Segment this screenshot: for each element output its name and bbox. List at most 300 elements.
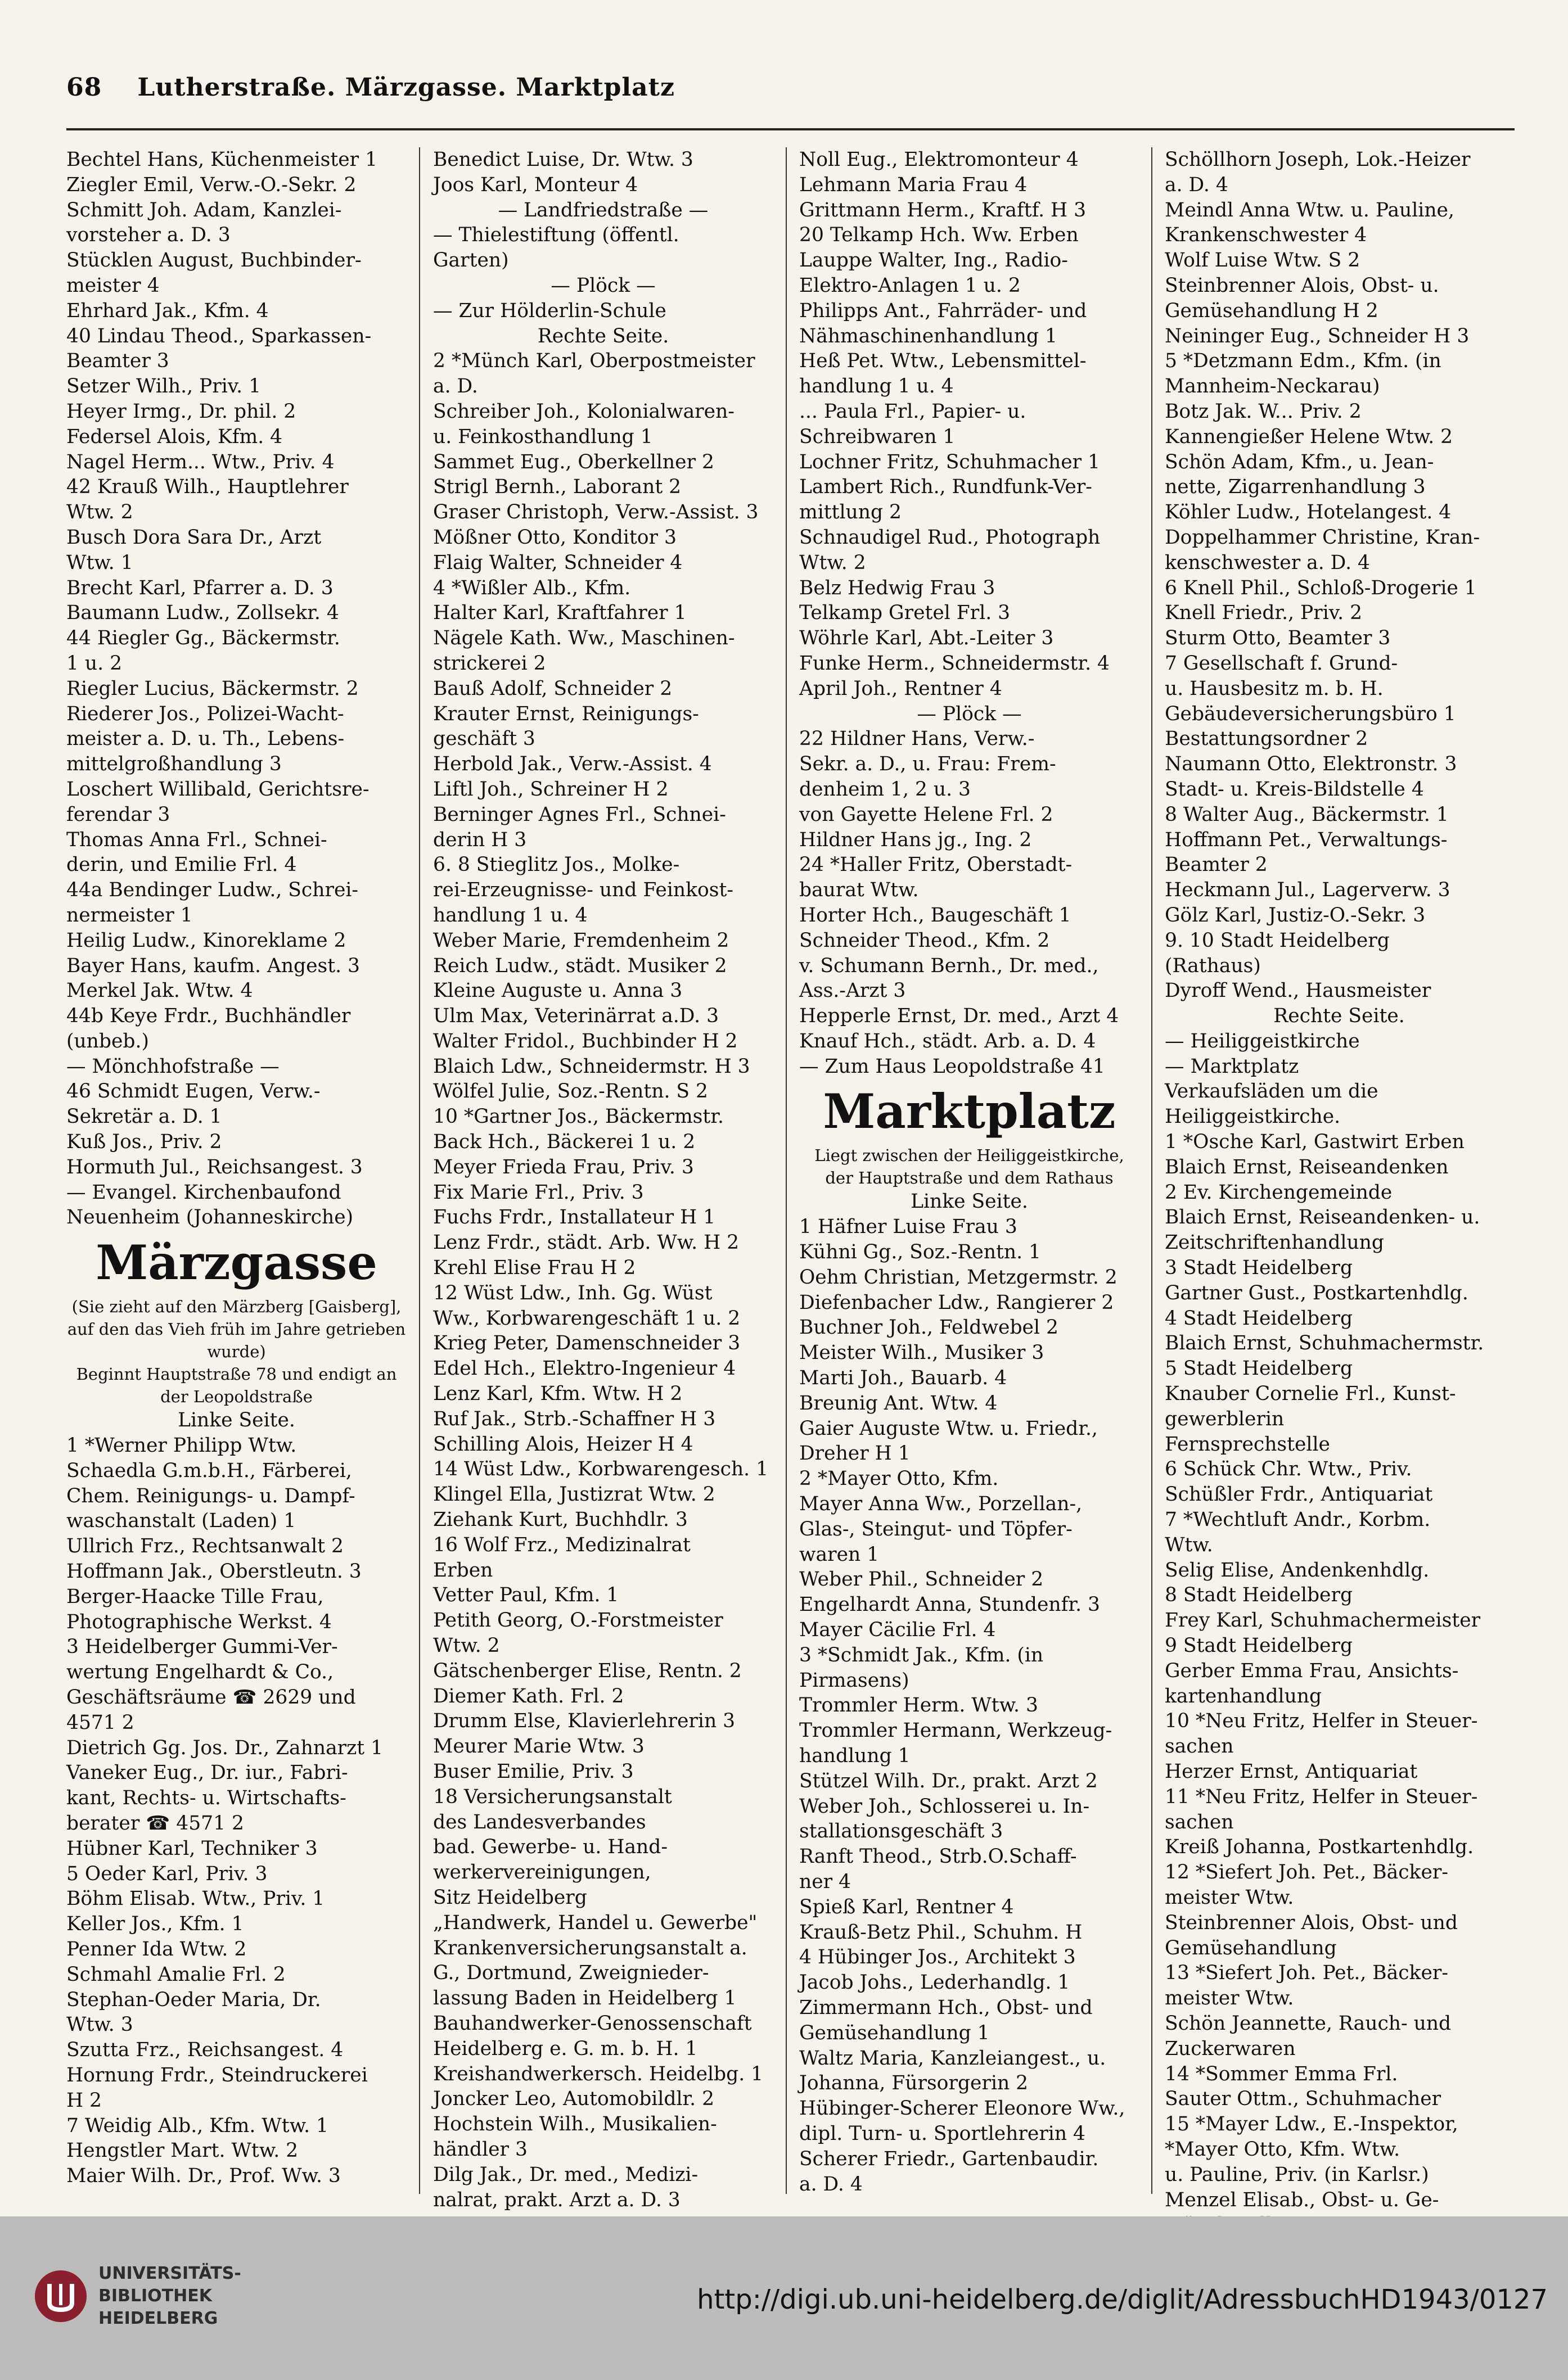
entry-line: — Zur Hölderlin-Schule: [433, 299, 666, 322]
page-header: [66, 73, 1517, 118]
entry-line: meister Wtw.: [1165, 1987, 1294, 2010]
entry-line: G., Dortmund, Zweignieder-: [433, 1962, 709, 1985]
entry-line: Graser Christoph, Verw.-Assist. 3: [433, 501, 759, 524]
entry-line: 24 *Haller Fritz, Oberstadt-: [799, 853, 1073, 877]
entry-line: Drumm Else, Klavierlehrerin 3: [433, 1710, 736, 1733]
entry-line: Hübner Karl, Techniker 3: [66, 1837, 318, 1860]
entry-line: Dyroff Wend., Hausmeister: [1165, 979, 1431, 1002]
section-subheading: Linke Seite.: [178, 1409, 295, 1432]
entry-line: Wtw. 2: [66, 501, 133, 524]
entry-line: 4571 2: [66, 1711, 134, 1734]
entry-line: werkervereinigungen,: [433, 1861, 651, 1884]
entry-line: 7 Weidig Alb., Kfm. Wtw. 1: [66, 2114, 328, 2137]
entry-line: Blaich Ernst, Reiseandenken: [1165, 1155, 1449, 1178]
entry-line: April Joh., Rentner 4: [799, 677, 1002, 700]
library-name: [98, 2262, 241, 2330]
entry-line: 6 Knell Phil., Schloß-Drogerie 1: [1165, 576, 1477, 599]
entry-line: Berger-Haacke Tille Frau,: [66, 1585, 324, 1608]
entry-line: Wtw.: [1165, 1533, 1213, 1556]
entry-line: Kreishandwerkersch. Heidelbg. 1: [433, 2062, 764, 2085]
entry-line: Botz Jak. W... Priv. 2: [1165, 400, 1362, 423]
entry-line: ... Paula Frl., Papier- u.: [799, 400, 1026, 423]
section-subheading: — Plöck —: [551, 274, 656, 297]
entry-line: Joos Karl, Monteur 4: [433, 173, 638, 196]
entry-line: mittelgroßhandlung 3: [66, 753, 282, 776]
entry-line: Ulm Max, Veterinärrat a.D. 3: [433, 1005, 719, 1028]
entry-line: Herzer Ernst, Antiquariat: [1165, 1760, 1418, 1783]
entry-line: 4 Hübinger Jos., Architekt 3: [799, 1946, 1076, 1969]
entry-line: Stadt- u. Kreis-Bildstelle 4: [1165, 778, 1424, 801]
entry-line: 5 Stadt Heidelberg: [1165, 1357, 1353, 1380]
entry-line: Knauf Hch., städt. Arb. a. D. 4: [799, 1029, 1096, 1053]
entry-line: Krieg Peter, Damenschneider 3: [433, 1332, 741, 1355]
entry-line: stallationsgeschäft 3: [799, 1820, 1003, 1843]
entry-line: Meyer Frieda Frau, Priv. 3: [433, 1155, 694, 1178]
entry-line: Hoffmann Pet., Verwaltungs-: [1165, 828, 1448, 851]
entry-line: Krehl Elise Frau H 2: [433, 1257, 636, 1280]
entry-line: meister a. D. u. Th., Lebens-: [66, 728, 345, 751]
entry-line: Naumann Otto, Elektronstr. 3: [1165, 753, 1457, 776]
entry-line: Petith Georg, O.-Forstmeister: [433, 1609, 723, 1632]
entry-line: v. Schumann Bernh., Dr. med.,: [799, 954, 1099, 977]
entry-line: Elektro-Anlagen 1 u. 2: [799, 274, 1021, 297]
entry-line: Grittmann Herm., Kraftf. H 3: [799, 198, 1087, 222]
entry-line: Marti Joh., Bauarb. 4: [799, 1367, 1007, 1390]
entry-line: Hübinger-Scherer Eleonore Ww.,: [799, 2097, 1125, 2120]
entry-line: Hornung Frdr., Steindruckerei: [66, 2063, 368, 2087]
entry-line: Heiliggeistkirche.: [1165, 1105, 1341, 1128]
section-subheading: — Plöck —: [917, 702, 1022, 725]
entry-line: Fix Marie Frl., Priv. 3: [433, 1181, 644, 1204]
entry-line: Stücklen August, Buchbinder-: [66, 249, 362, 272]
entry-line: rei-Erzeugnisse- und Feinkost-: [433, 879, 733, 902]
entry-line: Heß Pet. Wtw., Lebensmittel-: [799, 350, 1087, 373]
entry-line: Frey Karl, Schuhmachermeister: [1165, 1609, 1481, 1632]
entry-line: Menzel Elisab., Obst- u. Ge-: [1165, 2188, 1439, 2211]
entry-line: Back Hch., Bäckerei 1 u. 2: [433, 1131, 696, 1154]
entry-line: bad. Gewerbe- u. Hand-: [433, 1836, 668, 1859]
entry-line: a. D.: [433, 375, 478, 398]
entry-line: Horter Hch., Baugeschäft 1: [799, 904, 1071, 927]
entry-line: Beamter 3: [66, 350, 169, 373]
university-library-logo-icon: [33, 2268, 89, 2324]
entry-line: Krankenschwester 4: [1165, 224, 1367, 247]
entry-line: Vetter Paul, Kfm. 1: [433, 1584, 619, 1607]
entry-line: Kuß Jos., Priv. 2: [66, 1131, 222, 1154]
entry-line: 4 Stadt Heidelberg: [1165, 1307, 1353, 1330]
entry-line: Gemüsehandlung: [1165, 1936, 1337, 1959]
entry-line: Diefenbacher Ldw., Rangierer 2: [799, 1291, 1114, 1314]
entry-line: Ullrich Frz., Rechtsanwalt 2: [66, 1535, 344, 1558]
entry-line: Kreiß Johanna, Postkartenhdlg.: [1165, 1836, 1474, 1859]
entry-line: 20 Telkamp Hch. Ww. Erben: [799, 224, 1079, 247]
entry-line: Trommler Herm. Wtw. 3: [799, 1694, 1038, 1717]
entry-line: waschanstalt (Laden) 1: [66, 1510, 296, 1533]
entry-line: Geschäftsräume ☎ 2629 und: [66, 1686, 356, 1709]
entry-line: 22 Hildner Hans, Verw.-: [799, 728, 1035, 751]
entry-line: Photographische Werkst. 4: [66, 1610, 332, 1633]
entry-line: Sekretär a. D. 1: [66, 1105, 222, 1128]
entry-line: Schön Adam, Kfm., u. Jean-: [1165, 450, 1434, 473]
entry-line: Lochner Fritz, Schuhmacher 1: [799, 450, 1101, 473]
entry-line: Weber Marie, Fremdenheim 2: [433, 929, 729, 952]
entry-line: — Mönchhofstraße —: [66, 1055, 280, 1078]
entry-line: Thomas Anna Frl., Schnei-: [66, 828, 327, 851]
entry-line: Noll Eug., Elektromonteur 4: [799, 148, 1079, 171]
entry-line: Heilig Ludw., Kinoreklame 2: [66, 929, 346, 952]
entry-line: Knell Friedr., Priv. 2: [1165, 602, 1363, 625]
entry-line: derin H 3: [433, 828, 527, 851]
entry-line: Gätschenberger Elise, Rentn. 2: [433, 1659, 742, 1682]
directory-column-1: [66, 147, 407, 2194]
entry-line: Waltz Maria, Kanzleiangest., u.: [799, 2047, 1106, 2070]
entry-line: 12 *Siefert Joh. Pet., Bäcker-: [1165, 1861, 1449, 1884]
entry-line: vorsteher a. D. 3: [66, 224, 231, 247]
entry-line: Garten): [433, 249, 509, 272]
entry-line: u. Feinkosthandlung 1: [433, 425, 653, 448]
entry-line: Benedict Luise, Dr. Wtw. 3: [433, 148, 693, 171]
entry-line: Reich Ludw., städt. Musiker 2: [433, 954, 727, 977]
entry-line: Brecht Karl, Pfarrer a. D. 3: [66, 576, 334, 599]
entry-line: Meurer Marie Wtw. 3: [433, 1735, 645, 1758]
running-title: Lutherstraße. Märzgasse. Marktplatz: [137, 73, 675, 102]
entry-line: Zuckerwaren: [1165, 2037, 1296, 2060]
library-name-line: BIBLIOTHEK: [98, 2286, 212, 2306]
entry-line: Heckmann Jul., Lagerverw. 3: [1165, 879, 1450, 902]
street-note: Liegt zwischen der Heiliggeistkirche, der Hauptstraße und dem Rathaus: [814, 1146, 1124, 1188]
entry-line: Wtw. 1: [66, 551, 133, 574]
entry-line: 6. 8 Stieglitz Jos., Molke-: [433, 853, 680, 877]
entry-line: kartenhandlung: [1165, 1684, 1322, 1708]
entry-line: 1 Häfner Luise Frau 3: [799, 1216, 1017, 1239]
entry-line: Lenz Karl, Kfm. Wtw. H 2: [433, 1383, 683, 1406]
entry-line: Krauß-Betz Phil., Schuhm. H: [799, 1921, 1083, 1944]
entry-line: *Mayer Otto, Kfm. Wtw.: [1165, 2138, 1400, 2161]
entry-line: Joncker Leo, Automobildlr. 2: [433, 2088, 715, 2111]
entry-line: Vaneker Eug., Dr. iur., Fabri-: [66, 1762, 348, 1785]
entry-line: 3 Stadt Heidelberg: [1165, 1257, 1353, 1280]
entry-line: Lauppe Walter, Ing., Radio-: [799, 249, 1068, 272]
entry-line: Stützel Wilh. Dr., prakt. Arzt 2: [799, 1769, 1098, 1792]
entry-line: Schüßler Frdr., Antiquariat: [1165, 1483, 1433, 1506]
entry-line: 14 Wüst Ldw., Korbwarengesch. 1: [433, 1458, 769, 1481]
entry-line: Kannengießer Helene Wtw. 2: [1165, 425, 1453, 448]
entry-line: Schilling Alois, Heizer H 4: [433, 1433, 693, 1456]
entry-line: 11 *Neu Fritz, Helfer in Steuer-: [1165, 1785, 1478, 1808]
entry-line: Kühni Gg., Soz.-Rentn. 1: [799, 1241, 1042, 1264]
entry-line: Diemer Kath. Frl. 2: [433, 1684, 624, 1708]
entry-line: nermeister 1: [66, 904, 193, 927]
entry-line: Schneider Theod., Kfm. 2: [799, 929, 1050, 952]
entry-line: Ww., Korbwarengeschäft 1 u. 2: [433, 1307, 741, 1330]
entry-line: Bauß Adolf, Schneider 2: [433, 677, 673, 700]
entry-line: Hildner Hans jg., Ing. 2: [799, 828, 1032, 851]
entry-line: Blaich Ernst, Schuhmachermstr.: [1165, 1332, 1484, 1355]
entry-line: Telkamp Gretel Frl. 3: [799, 602, 1011, 625]
entry-line: Walter Fridol., Buchbinder H 2: [433, 1029, 738, 1053]
entry-line: Klingel Ella, Justizrat Wtw. 2: [433, 1483, 715, 1506]
entry-line: Wtw. 2: [433, 1634, 500, 1658]
entry-line: — Zum Haus Leopoldstraße 41: [799, 1055, 1105, 1078]
entry-line: sachen: [1165, 1735, 1234, 1758]
entry-line: Fuchs Frdr., Installateur H 1: [433, 1206, 716, 1229]
entry-line: Merkel Jak. Wtw. 4: [66, 979, 253, 1002]
entry-line: Beamter 2: [1165, 853, 1268, 877]
entry-line: Dietrich Gg. Jos. Dr., Zahnarzt 1: [66, 1736, 384, 1759]
entry-line: Doppelhammer Christine, Kran-: [1165, 526, 1480, 549]
entry-line: 7 Gesellschaft f. Grund-: [1165, 652, 1398, 675]
entry-line: 1 *Werner Philipp Wtw.: [66, 1434, 297, 1457]
entry-line: Böhm Elisab. Wtw., Priv. 1: [66, 1887, 325, 1911]
entry-line: kenschwester a. D. 4: [1165, 551, 1370, 574]
entry-line: 3 Heidelberger Gummi-Ver-: [66, 1636, 338, 1659]
entry-line: Schmitt Joh. Adam, Kanzlei-: [66, 198, 342, 222]
viewer-footer: [0, 2216, 1568, 2380]
entry-line: Johanna, Fürsorgerin 2: [799, 2072, 1029, 2095]
entry-line: 13 *Siefert Joh. Pet., Bäcker-: [1165, 1962, 1449, 1985]
entry-line: Buser Emilie, Priv. 3: [433, 1760, 634, 1783]
entry-line: Lehmann Maria Frau 4: [799, 173, 1028, 196]
street-note: Beginnt Hauptstraße 78 und endigt an der Leopoldstraße: [76, 1365, 397, 1407]
entry-line: 5 *Detzmann Edm., Kfm. (in: [1165, 350, 1441, 373]
entry-line: sachen: [1165, 1810, 1234, 1833]
entry-line: Pirmasens): [799, 1669, 909, 1692]
entry-line: 7 *Wechtluft Andr., Korbm.: [1165, 1509, 1431, 1532]
entry-line: Lambert Rich., Rundfunk-Ver-: [799, 476, 1092, 499]
entry-line: Trommler Hermann, Werkzeug-: [799, 1719, 1112, 1742]
entry-line: — Heiliggeistkirche: [1165, 1029, 1360, 1053]
column-divider: [419, 147, 420, 2194]
entry-line: Liftl Joh., Schreiner H 2: [433, 778, 669, 801]
directory-column-2: [433, 147, 773, 2211]
library-name-line: UNIVERSITÄTS-: [98, 2264, 241, 2283]
entry-line: 1 u. 2: [66, 652, 123, 675]
entry-line: Nägele Kath. Ww., Maschinen-: [433, 627, 735, 650]
entry-line: 4 *Wißler Alb., Kfm.: [433, 576, 631, 599]
entry-line: Loschert Willibald, Gerichtsre-: [66, 778, 370, 801]
entry-line: 2 Ev. Kirchengemeinde: [1165, 1181, 1393, 1204]
entry-line: Herbold Jak., Verw.-Assist. 4: [433, 753, 712, 776]
entry-line: 15 *Mayer Ldw., E.-Inspektor,: [1165, 2113, 1458, 2136]
page-number: 68: [66, 73, 102, 102]
entry-line: Wöhrle Karl, Abt.-Leiter 3: [799, 627, 1054, 650]
entry-line: Hoffmann Jak., Oberstleutn. 3: [66, 1560, 362, 1583]
entry-line: Engelhardt Anna, Stundenfr. 3: [799, 1593, 1101, 1616]
entry-line: 16 Wolf Frz., Medizinalrat: [433, 1533, 691, 1556]
entry-line: Schaedla G.m.b.H., Färberei,: [66, 1459, 352, 1482]
entry-line: Sitz Heidelberg: [433, 1886, 587, 1909]
entry-line: Gemüsehandlung 1: [799, 2021, 990, 2044]
entry-line: waren 1: [799, 1543, 880, 1566]
entry-line: Schnaudigel Rud., Photograph: [799, 526, 1101, 549]
entry-line: Dreher H 1: [799, 1442, 911, 1465]
entry-line: Scherer Friedr., Gartenbaudir.: [799, 2147, 1099, 2170]
entry-line: Baumann Ludw., Zollsekr. 4: [66, 602, 339, 625]
entry-line: Neininger Eug., Schneider H 3: [1165, 324, 1470, 347]
entry-line: 12 Wüst Ldw., Inh. Gg. Wüst: [433, 1281, 713, 1304]
entry-line: Krankenversicherungsanstalt a.: [433, 1936, 747, 1959]
entry-line: Berninger Agnes Frl., Schnei-: [433, 803, 726, 826]
entry-line: des Landesverbandes: [433, 1810, 646, 1833]
entry-line: Steinbrenner Alois, Obst- u.: [1165, 274, 1439, 297]
section-subheading: Rechte Seite.: [537, 324, 669, 347]
entry-line: Nähmaschinenhandlung 1: [799, 324, 1057, 347]
entry-line: (Rathaus): [1165, 954, 1261, 977]
column-divider: [786, 147, 787, 2194]
entry-line: Belz Hedwig Frau 3: [799, 576, 995, 599]
entry-line: 40 Lindau Theod., Sparkassen-: [66, 324, 372, 347]
entry-line: denheim 1, 2 u. 3: [799, 778, 971, 801]
entry-line: 8 Walter Aug., Bäckermstr. 1: [1165, 803, 1449, 826]
entry-line: Philipps Ant., Fahrräder- und: [799, 299, 1087, 322]
entry-line: Gemüsehandlung H 2: [1165, 299, 1378, 322]
entry-line: Ranft Theod., Strb.O.Schaff-: [799, 1845, 1077, 1868]
entry-line: mittlung 2: [799, 501, 902, 524]
entry-line: ferendar 3: [66, 803, 170, 826]
entry-line: Sekr. a. D., u. Frau: Frem-: [799, 753, 1056, 776]
entry-line: Szutta Frz., Reichsangest. 4: [66, 2039, 344, 2062]
entry-line: Erben: [433, 1559, 493, 1582]
entry-line: Funke Herm., Schneidermstr. 4: [799, 652, 1110, 675]
permalink-url[interactable]: http://digi.ub.uni-heidelberg.de/diglit/AdressbuchHD1943/0127: [697, 2284, 1548, 2315]
entry-line: strickerei 2: [433, 652, 546, 675]
entry-line: Glas-, Steingut- und Töpfer-: [799, 1518, 1073, 1541]
entry-line: Schreibwaren 1: [799, 425, 956, 448]
entry-line: 8 Stadt Heidelberg: [1165, 1584, 1353, 1607]
entry-line: Jacob Johs., Lederhandlg. 1: [799, 1971, 1070, 1994]
entry-line: 2 *Münch Karl, Oberpostmeister: [433, 350, 755, 373]
entry-line: 18 Versicherungsanstalt: [433, 1785, 672, 1808]
entry-line: u. Pauline, Priv. (in Karlsr.): [1165, 2163, 1429, 2186]
entry-line: gewerblerin: [1165, 1407, 1285, 1430]
entry-line: 44a Bendinger Ludw., Schrei-: [66, 879, 359, 902]
entry-line: — Evangel. Kirchenbaufond: [66, 1181, 341, 1204]
entry-line: — Thielestiftung (öffentl.: [433, 224, 679, 247]
entry-line: 3 *Schmidt Jak., Kfm. (in: [799, 1643, 1044, 1667]
entry-line: Mannheim-Neckarau): [1165, 375, 1380, 398]
entry-line: Blaich Ldw., Schneidermstr. H 3: [433, 1055, 750, 1078]
entry-line: Neuenheim (Johanneskirche): [66, 1206, 354, 1229]
entry-line: Maier Wilh. Dr., Prof. Ww. 3: [66, 2165, 341, 2188]
entry-line: Krauter Ernst, Reinigungs-: [433, 702, 699, 725]
entry-line: Bestattungsordner 2: [1165, 728, 1368, 751]
entry-line: 1 *Osche Karl, Gastwirt Erben: [1165, 1131, 1465, 1154]
entry-line: händler 3: [433, 2138, 528, 2161]
entry-line: Meister Wilh., Musiker 3: [799, 1342, 1044, 1365]
entry-line: Buchner Joh., Feldwebel 2: [799, 1316, 1058, 1339]
street-heading: Marktplatz: [823, 1083, 1116, 1140]
entry-line: nalrat, prakt. Arzt a. D. 3: [433, 2188, 681, 2211]
entry-line: Gebäudeversicherungsbüro 1: [1165, 702, 1456, 725]
entry-line: 42 Krauß Wilh., Hauptlehrer: [66, 476, 349, 499]
entry-line: berater ☎ 4571 2: [66, 1812, 244, 1835]
entry-line: 44 Riegler Gg., Bäckermstr.: [66, 627, 340, 650]
directory-column-3: [799, 147, 1139, 2194]
entry-line: — Marktplatz: [1165, 1055, 1299, 1078]
entry-line: Oehm Christian, Metzgermstr. 2: [799, 1266, 1118, 1289]
entry-line: a. D. 4: [1165, 173, 1228, 196]
entry-line: von Gayette Helene Frl. 2: [799, 803, 1053, 826]
entry-line: 9. 10 Stadt Heidelberg: [1165, 929, 1390, 952]
entry-line: Knauber Cornelie Frl., Kunst-: [1165, 1383, 1456, 1406]
entry-line: handlung 1: [799, 1745, 911, 1768]
entry-line: Setzer Wilh., Priv. 1: [66, 375, 262, 398]
entry-line: Nagel Herm... Wtw., Priv. 4: [66, 450, 335, 473]
entry-line: Sammet Eug., Oberkellner 2: [433, 450, 714, 473]
entry-line: Halter Karl, Kraftfahrer 1: [433, 602, 687, 625]
entry-line: Gölz Karl, Justiz-O.-Sekr. 3: [1165, 904, 1426, 927]
entry-line: wertung Engelhardt & Co.,: [66, 1661, 334, 1684]
entry-line: Selig Elise, Andenkenhdlg.: [1165, 1559, 1430, 1582]
entry-line: Chem. Reinigungs- u. Dampf-: [66, 1484, 355, 1507]
entry-line: Blaich Ernst, Reiseandenken- u.: [1165, 1206, 1480, 1229]
entry-line: 10 *Gartner Jos., Bäckermstr.: [433, 1105, 724, 1128]
entry-line: (unbeb.): [66, 1029, 149, 1053]
entry-line: Verkaufsläden um die: [1165, 1080, 1378, 1103]
entry-line: Breunig Ant. Wtw. 4: [799, 1392, 998, 1415]
entry-line: 5 Oeder Karl, Priv. 3: [66, 1862, 268, 1885]
entry-line: 46 Schmidt Eugen, Verw.-: [66, 1080, 321, 1103]
entry-line: 9 Stadt Heidelberg: [1165, 1634, 1353, 1658]
entry-line: meister Wtw.: [1165, 1886, 1294, 1909]
entry-line: Mayer Anna Ww., Porzellan-,: [799, 1493, 1083, 1516]
entry-line: Gerber Emma Frau, Ansichts-: [1165, 1659, 1459, 1682]
entry-line: dipl. Turn- u. Sportlehrerin 4: [799, 2122, 1085, 2145]
header-rule: [66, 128, 1515, 130]
entry-line: Keller Jos., Kfm. 1: [66, 1913, 244, 1936]
entry-line: Kleine Auguste u. Anna 3: [433, 979, 683, 1002]
entry-line: Ziehank Kurt, Buchhdlr. 3: [433, 1509, 688, 1532]
entry-line: Dilg Jak., Dr. med., Medizi-: [433, 2163, 699, 2186]
entry-line: Heyer Irmg., Dr. phil. 2: [66, 400, 296, 423]
entry-line: Hormuth Jul., Reichsangest. 3: [66, 1155, 363, 1178]
entry-line: handlung 1 u. 4: [799, 375, 954, 398]
entry-line: Ehrhard Jak., Kfm. 4: [66, 299, 269, 322]
entry-line: Schreiber Joh., Kolonialwaren-: [433, 400, 735, 423]
entry-line: Schön Jeannette, Rauch- und: [1165, 2012, 1452, 2035]
entry-line: Weber Joh., Schlosserei u. In-: [799, 1795, 1090, 1818]
entry-line: Ziegler Emil, Verw.-O.-Sekr. 2: [66, 173, 357, 196]
entry-line: geschäft 3: [433, 728, 535, 751]
entry-line: Flaig Walter, Schneider 4: [433, 551, 683, 574]
entry-line: Sauter Ottm., Schuhmacher: [1165, 2088, 1441, 2111]
entry-line: handlung 1 u. 4: [433, 904, 588, 927]
entry-line: Heidelberg e. G. m. b. H. 1: [433, 2037, 698, 2060]
library-name-line: HEIDELBERG: [98, 2309, 218, 2328]
entry-line: Ass.-Arzt 3: [799, 979, 906, 1002]
street-note: (Sie zieht auf den Märzberg [Gaisberg], auf den das Vieh früh im Jahre getrieben wurde): [67, 1297, 406, 1362]
entry-line: Wölfel Julie, Soz.-Rentn. S 2: [433, 1080, 708, 1103]
entry-line: Schmahl Amalie Frl. 2: [66, 1963, 286, 1986]
entry-line: „Handwerk, Handel u. Gewerbe": [433, 1911, 758, 1934]
entry-line: Zimmermann Hch., Obst- und: [799, 1996, 1093, 2019]
entry-line: Federsel Alois, Kfm. 4: [66, 425, 283, 448]
entry-line: u. Hausbesitz m. b. H.: [1165, 677, 1384, 700]
section-subheading: Linke Seite.: [911, 1190, 1028, 1213]
entry-line: Riegler Lucius, Bäckermstr. 2: [66, 677, 359, 700]
entry-line: Gaier Auguste Wtw. u. Friedr.,: [799, 1417, 1098, 1440]
entry-line: H 2: [66, 2089, 102, 2112]
entry-line: 6 Schück Chr. Wtw., Priv.: [1165, 1458, 1412, 1481]
entry-line: baurat Wtw.: [799, 879, 919, 902]
directory-column-4: [1165, 147, 1513, 2211]
entry-line: Hepperle Ernst, Dr. med., Arzt 4: [799, 1005, 1119, 1028]
entry-line: Busch Dora Sara Dr., Arzt: [66, 526, 322, 549]
entry-line: Ruf Jak., Strb.-Schaffner H 3: [433, 1407, 716, 1430]
entry-line: Hengstler Mart. Wtw. 2: [66, 2139, 299, 2162]
entry-line: Wtw. 2: [799, 551, 866, 574]
entry-line: a. D. 4: [799, 2173, 863, 2196]
